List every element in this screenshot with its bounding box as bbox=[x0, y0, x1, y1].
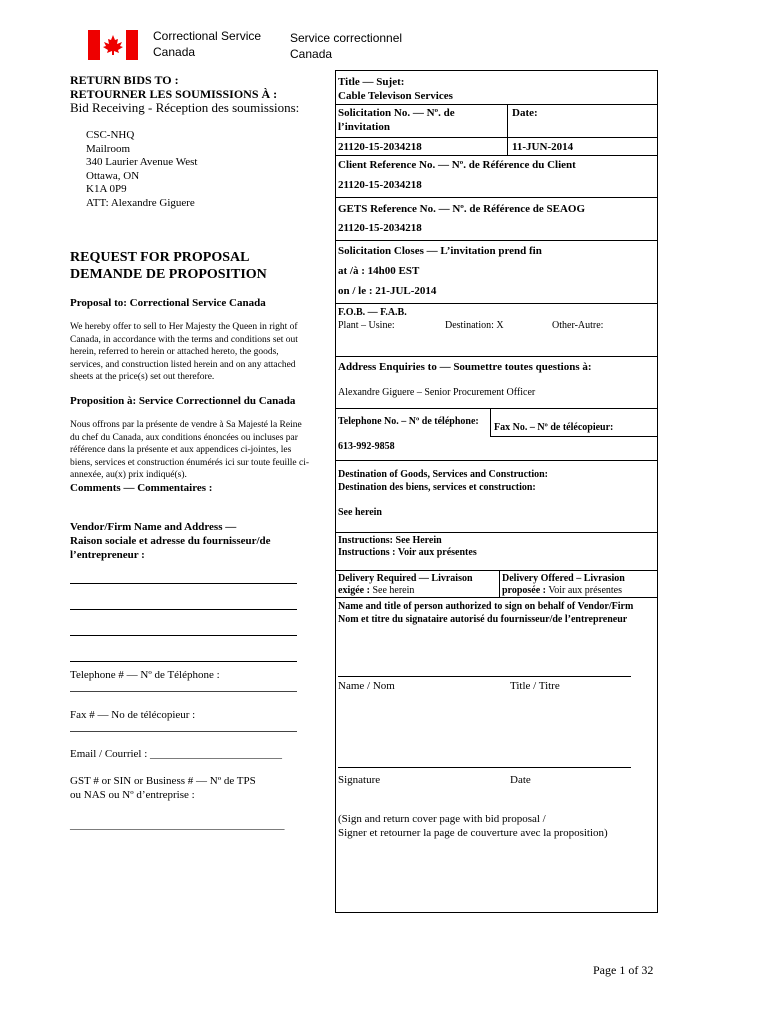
client-ref-label: Client Reference No. — Nº. de Référence du Client bbox=[338, 159, 576, 171]
signature-label: Signature bbox=[338, 774, 381, 786]
proposal-to-fr: Proposition à: Service Correctionnel du Canada bbox=[70, 395, 296, 407]
telephone-label: Telephone No. – Nº de téléphone: bbox=[338, 416, 479, 427]
delivery-offered-value: Voir aux présentes bbox=[548, 585, 622, 596]
date-value: 11-JUN-2014 bbox=[512, 141, 574, 153]
vendor-address-field-2[interactable] bbox=[70, 635, 297, 636]
address-line: CSC-NHQ bbox=[86, 129, 135, 141]
fax-label: Fax No. – Nº de télécopieur: bbox=[494, 422, 614, 433]
delivery-required-value: See herein bbox=[372, 585, 415, 596]
closes-time: at /à : 14h00 EST bbox=[338, 265, 420, 277]
maple-leaf-icon bbox=[102, 34, 124, 56]
title-sign-label: Title / Titre bbox=[510, 680, 560, 692]
vendor-fax-label: Fax # — No de télécopieur : bbox=[70, 709, 196, 721]
vendor-label-fr1: Raison sociale et adresse du fournisseur/de bbox=[70, 535, 271, 547]
vendor-label-en: Vendor/Firm Name and Address — bbox=[70, 521, 237, 533]
rfp-title-en: REQUEST FOR PROPOSAL bbox=[70, 250, 250, 265]
fob-other: Other-Autre: bbox=[552, 320, 604, 331]
delivery-required-row bbox=[338, 584, 414, 597]
vendor-gst-label-1: GST # or SIN or Business # — Nº de TPS bbox=[70, 775, 256, 787]
signature-date-line[interactable] bbox=[338, 767, 631, 768]
rfp-title-fr: DEMANDE DE PROPOSITION bbox=[70, 267, 267, 282]
return-bids-en: RETURN BIDS TO : bbox=[70, 73, 179, 87]
title-label: Title — Sujet: bbox=[338, 76, 405, 88]
closes-date: on / le : 21-JUL-2014 bbox=[338, 285, 437, 297]
sign-date-label: Date bbox=[510, 774, 531, 786]
enquiries-value: Alexandre Giguere – Senior Procurement Officer bbox=[338, 387, 536, 398]
dept-name-en bbox=[153, 28, 261, 60]
dept-fr-line2: Canada bbox=[290, 47, 333, 61]
client-ref-value: 21120-15-2034218 bbox=[338, 179, 422, 191]
fob-plant: Plant – Usine: bbox=[338, 320, 395, 331]
offer-text-fr: Nous offrons par la présente de vendre à Sa Majesté la Reine du chef du Canada, aux conditions énoncées ou incluses par référence dans la présente et aux appendices ci-jointes, les biens, services et construction énumérés ici sur toute feuille ci-annexée, au(x) prix indiqué(s). bbox=[70, 420, 310, 480]
comments-label: Comments — Commentaires : bbox=[70, 482, 213, 494]
destination-value: See herein bbox=[338, 507, 382, 518]
instructions-fr: Instructions : Voir aux présentes bbox=[338, 547, 477, 558]
enquiries-label: Address Enquiries to — Soumettre toutes questions à: bbox=[338, 361, 592, 373]
vendor-name-field[interactable] bbox=[70, 583, 297, 584]
vendor-gst-field[interactable]: _______________________________________ bbox=[70, 819, 285, 831]
vendor-email-field[interactable]: Email / Courriel : ________________________ bbox=[70, 748, 283, 760]
closes-label: Solicitation Closes — L’invitation prend fin bbox=[338, 245, 542, 257]
sign-note-1: (Sign and return cover page with bid proposal / bbox=[338, 813, 546, 825]
dept-fr-line1: Service correctionnel bbox=[290, 31, 403, 45]
vendor-address-field-3[interactable] bbox=[70, 661, 297, 662]
fob-destination: Destination: X bbox=[445, 320, 504, 331]
delivery-offered-label: Delivery Offered – Livrasion bbox=[502, 573, 625, 584]
sign-note-2: Signer et retourner la page de couverture avec la proposition) bbox=[338, 827, 608, 839]
bid-receiving: Bid Receiving - Réception des soumissions: bbox=[70, 100, 300, 115]
fob-label: F.O.B. — F.A.B. bbox=[338, 307, 407, 318]
date-label: Date: bbox=[512, 107, 538, 119]
vendor-telephone-label: Telephone # — Nº de Téléphone : bbox=[70, 669, 220, 681]
authorized-label-en: Name and title of person authorized to sign on behalf of Vendor/Firm bbox=[338, 601, 634, 612]
solicitation-label: Solicitation No. — Nº. de l’invitation bbox=[338, 107, 455, 133]
vendor-label-fr2: l’entrepreneur : bbox=[70, 549, 145, 561]
gets-ref-label: GETS Reference No. — Nº. de Référence de SEAOG bbox=[338, 203, 586, 215]
address-line: ATT: Alexandre Giguere bbox=[86, 196, 195, 209]
vendor-telephone-field[interactable] bbox=[70, 691, 297, 692]
name-title-signature-line[interactable] bbox=[338, 676, 631, 677]
delivery-required-label: Delivery Required — Livraison bbox=[338, 573, 473, 584]
proposal-to-en: Proposal to: Correctional Service Canada bbox=[70, 297, 266, 309]
canada-flag-logo bbox=[88, 30, 138, 60]
address-line: 340 Laurier Avenue West bbox=[86, 156, 198, 168]
authorized-label-fr: Nom et titre du signataire autorisé du fournisseur/de l’entrepreneur bbox=[338, 614, 628, 625]
page-number: Page 1 of 32 bbox=[593, 963, 654, 977]
destination-label-en: Destination of Goods, Services and Construction: bbox=[338, 469, 549, 480]
vendor-gst-label-2: ou NAS ou Nº d’entreprise : bbox=[70, 789, 195, 801]
dept-en-line2: Canada bbox=[153, 45, 196, 59]
name-label: Name / Nom bbox=[338, 680, 395, 692]
delivery-offered-fr: proposée : bbox=[502, 585, 546, 596]
destination-label-fr: Destination des biens, services et construction: bbox=[338, 482, 536, 493]
address-line: Mailroom bbox=[86, 142, 130, 155]
address-line: K1A 0P9 bbox=[86, 183, 127, 195]
gets-ref-value: 21120-15-2034218 bbox=[338, 222, 422, 234]
vendor-fax-field[interactable] bbox=[70, 731, 297, 732]
title-value: Cable Televison Services bbox=[338, 90, 453, 102]
delivery-required-fr: exigée : bbox=[338, 585, 370, 596]
return-address bbox=[86, 129, 197, 210]
solicitation-value: 21120-15-2034218 bbox=[338, 141, 422, 153]
dept-en-line1: Correctional Service bbox=[153, 29, 262, 43]
offer-text-en: We hereby offer to sell to Her Majesty the Queen in right of Canada, in accordance with the terms and conditions set out herein, referred to herein or attached hereto, the goods, services, and construction listed herein and on any attached sheets at the price(s) set out therefore. bbox=[70, 322, 298, 382]
delivery-offered-row bbox=[502, 584, 622, 597]
instructions-en: Instructions: See Herein bbox=[338, 535, 442, 546]
dept-name-fr bbox=[290, 30, 402, 62]
address-line: Ottawa, ON bbox=[86, 169, 140, 182]
telephone-value: 613-992-9858 bbox=[338, 441, 395, 452]
vendor-address-field-1[interactable] bbox=[70, 609, 297, 610]
return-bids-fr: RETOURNER LES SOUMISSIONS À : bbox=[70, 87, 278, 101]
